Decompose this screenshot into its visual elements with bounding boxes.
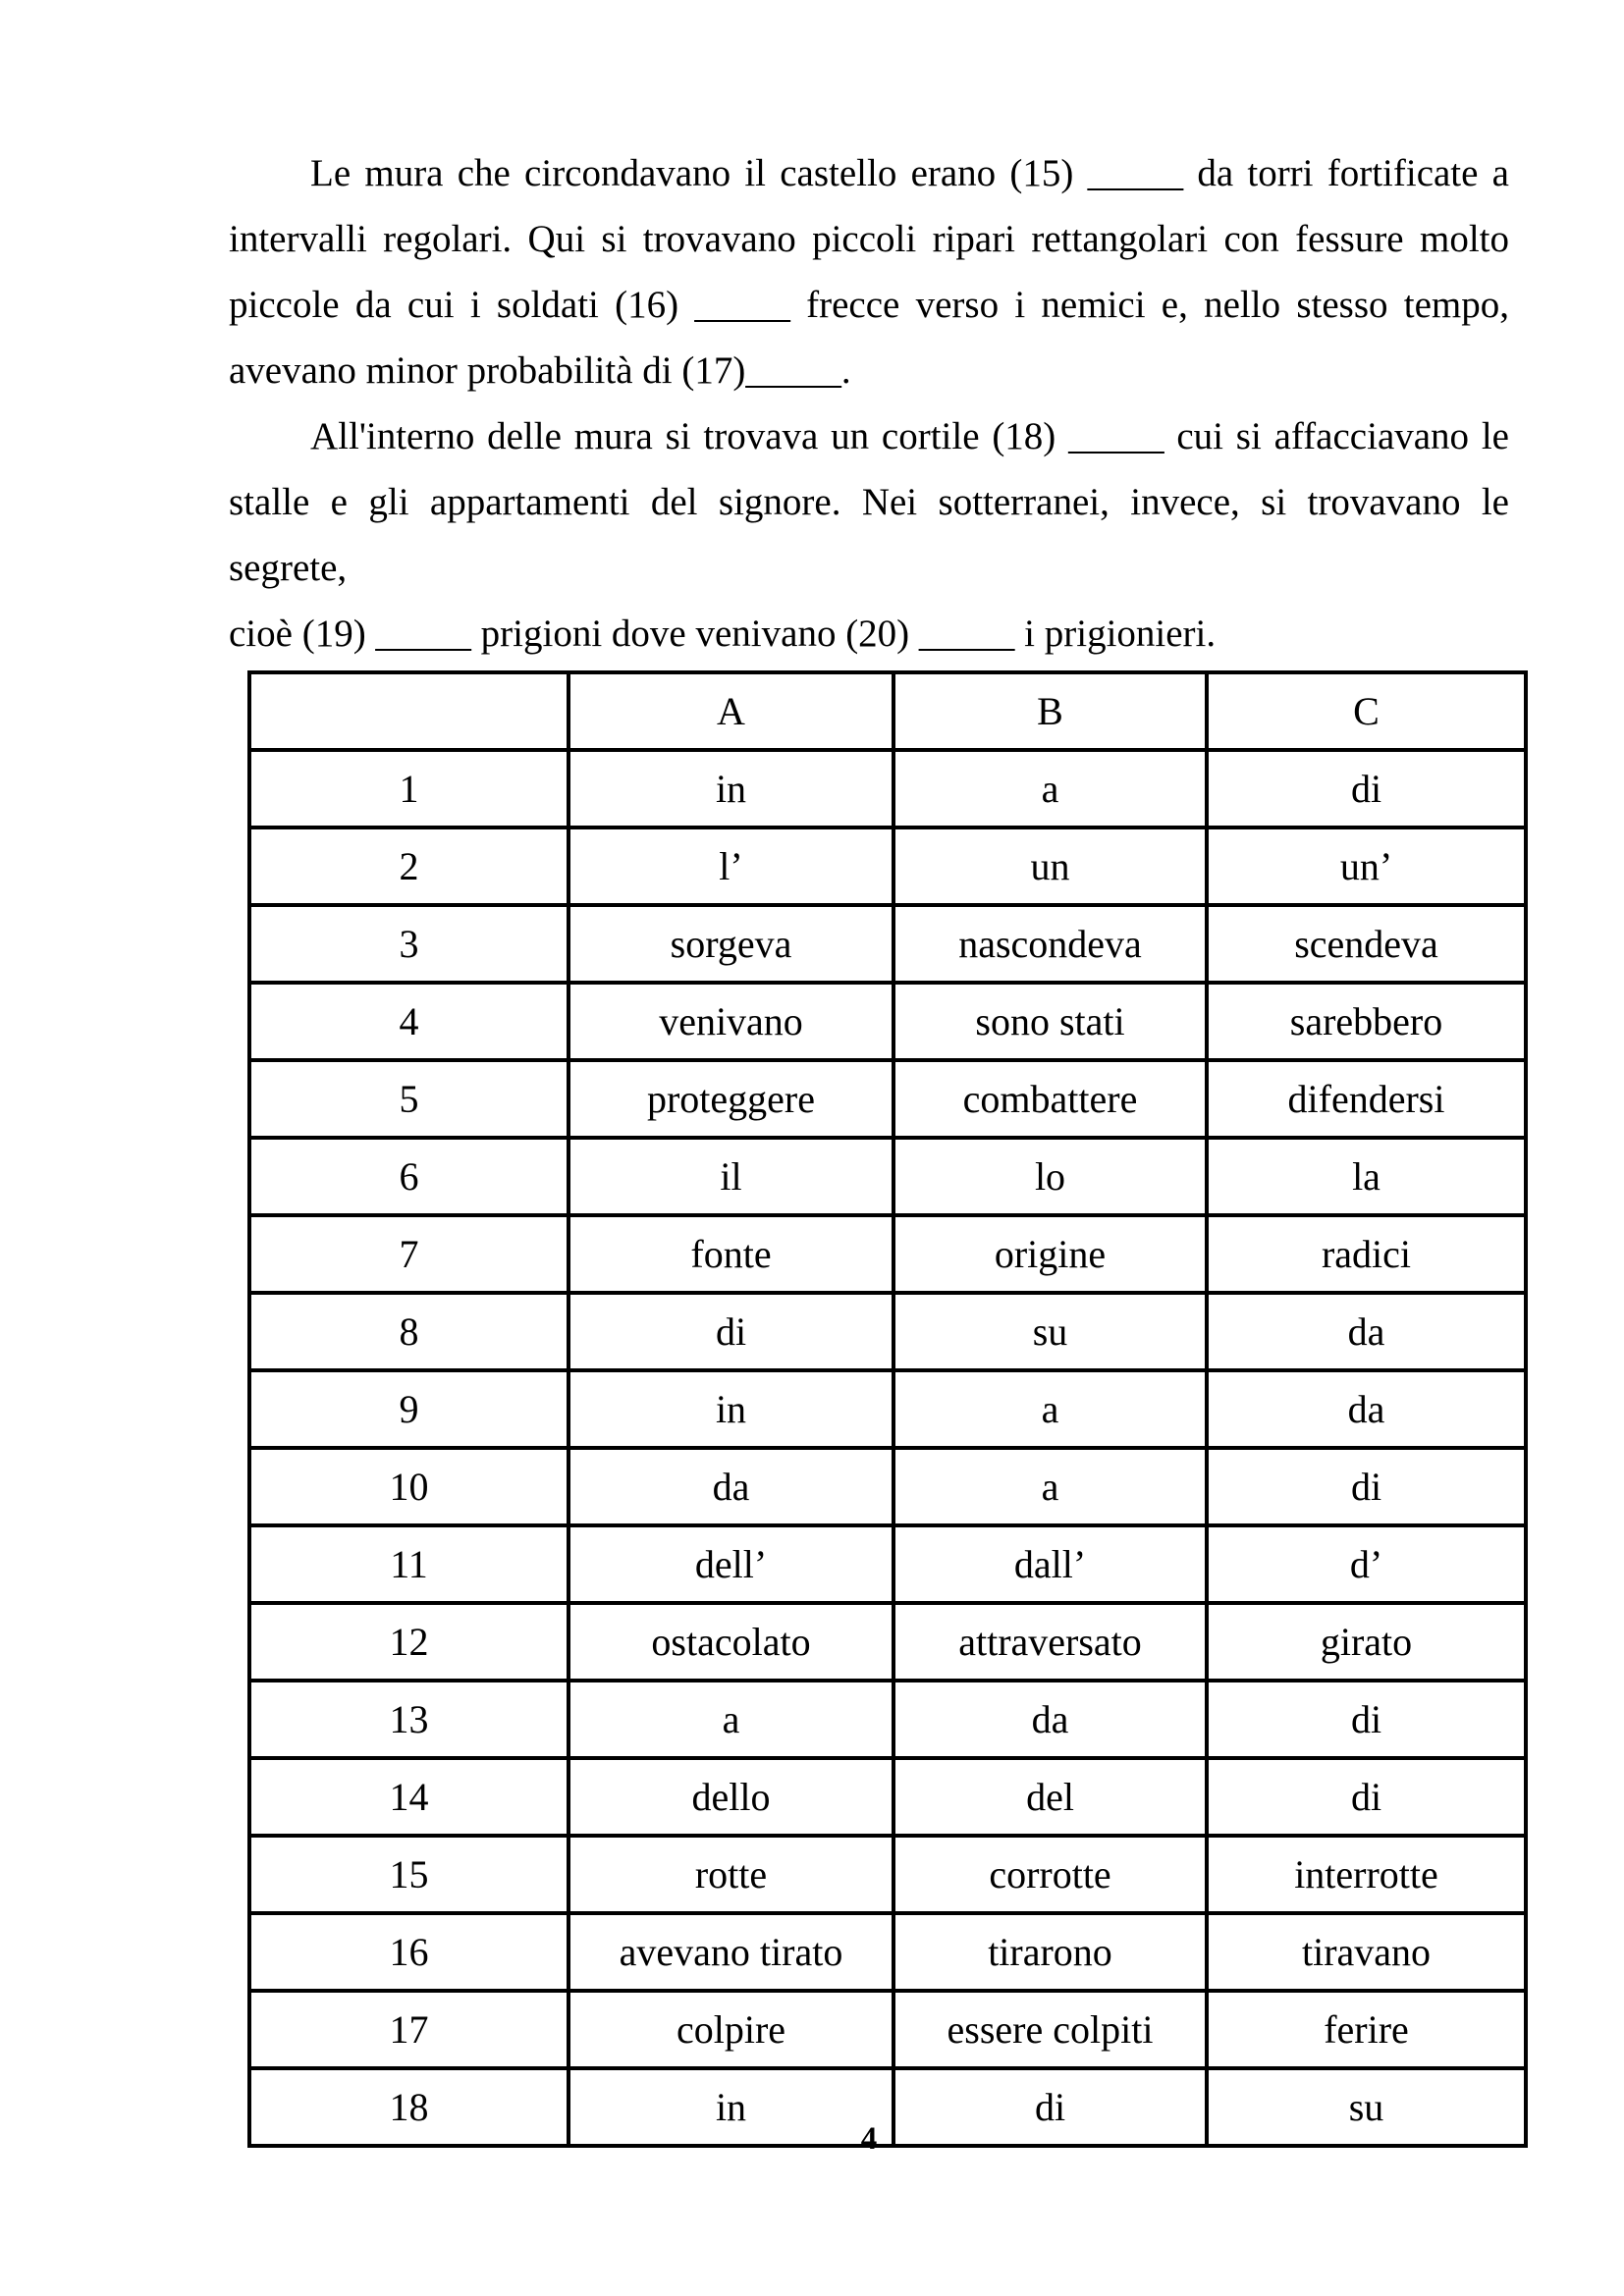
table-row — [249, 1991, 1526, 2068]
table-row — [249, 1525, 1526, 1603]
answers-table — [247, 670, 1528, 2148]
paragraph1-line1: Le mura che circondavano il castello erano (15) _____ da torri fortificate a — [310, 152, 1509, 194]
paragraph1-line4: avevano minor probabilità di (17)_____. — [229, 349, 851, 392]
row-number-cell: 6 — [249, 1138, 568, 1215]
option-a-cell: in — [568, 750, 893, 828]
table-row — [249, 1293, 1526, 1370]
option-c-cell: la — [1207, 1138, 1526, 1215]
paragraph2-line2: stalle e gli appartamenti del signore. Nei sotterranei, invece, si trovavano le segrete, — [229, 481, 1509, 589]
row-number-cell: 7 — [249, 1215, 568, 1293]
option-b-cell: tirarono — [893, 1913, 1207, 1991]
table-row — [249, 905, 1526, 983]
row-number-cell: 4 — [249, 983, 568, 1060]
option-b-cell: nascondeva — [893, 905, 1207, 983]
option-b-cell: da — [893, 1681, 1207, 1758]
option-b-cell: su — [893, 1293, 1207, 1370]
option-b-cell: corrotte — [893, 1836, 1207, 1913]
option-b-cell: un — [893, 828, 1207, 905]
option-c-cell: di — [1207, 1681, 1526, 1758]
page-number: 4 — [860, 2121, 878, 2157]
row-number-cell: 1 — [249, 750, 568, 828]
option-a-cell: l’ — [568, 828, 893, 905]
table-row — [249, 983, 1526, 1060]
table-row — [249, 1138, 1526, 1215]
row-number-cell: 2 — [249, 828, 568, 905]
option-a-cell: fonte — [568, 1215, 893, 1293]
option-b-cell: a — [893, 1448, 1207, 1525]
option-c-cell: radici — [1207, 1215, 1526, 1293]
table-row — [249, 1681, 1526, 1758]
row-number-cell: 17 — [249, 1991, 568, 2068]
option-a-cell: rotte — [568, 1836, 893, 1913]
paragraph1-line2: intervalli regolari. Qui si trovavano piccoli ripari rettangolari con fessure molto — [229, 218, 1509, 260]
option-a-cell: avevano tirato — [568, 1913, 893, 1991]
table-row — [249, 1448, 1526, 1525]
option-a-cell: sorgeva — [568, 905, 893, 983]
row-number-cell: 16 — [249, 1913, 568, 1991]
table-row — [249, 1603, 1526, 1681]
option-b-cell: combattere — [893, 1060, 1207, 1138]
option-c-cell: da — [1207, 1370, 1526, 1448]
row-number-cell: 8 — [249, 1293, 568, 1370]
option-a-cell: a — [568, 1681, 893, 1758]
option-a-cell: dell’ — [568, 1525, 893, 1603]
option-c-cell: di — [1207, 750, 1526, 828]
option-a-cell: dello — [568, 1758, 893, 1836]
option-b-cell: di — [893, 2068, 1207, 2146]
table-row — [249, 1836, 1526, 1913]
table-row — [249, 1370, 1526, 1448]
option-c-cell: difendersi — [1207, 1060, 1526, 1138]
option-c-cell: di — [1207, 1448, 1526, 1525]
option-c-cell: interrotte — [1207, 1836, 1526, 1913]
option-c-cell: ferire — [1207, 1991, 1526, 2068]
option-b-cell: del — [893, 1758, 1207, 1836]
table-row — [249, 1215, 1526, 1293]
row-number-cell: 15 — [249, 1836, 568, 1913]
option-b-cell: essere colpiti — [893, 1991, 1207, 2068]
option-c-cell: tiravano — [1207, 1913, 1526, 1991]
option-b-cell: a — [893, 1370, 1207, 1448]
option-a-cell: il — [568, 1138, 893, 1215]
option-c-cell: girato — [1207, 1603, 1526, 1681]
option-a-cell: colpire — [568, 1991, 893, 2068]
option-c-cell: di — [1207, 1758, 1526, 1836]
option-a-cell: in — [568, 2068, 893, 2146]
table-row — [249, 750, 1526, 828]
row-number-cell: 3 — [249, 905, 568, 983]
header-empty-cell — [249, 672, 568, 750]
table-row — [249, 1060, 1526, 1138]
option-c-cell: sarebbero — [1207, 983, 1526, 1060]
row-number-cell: 18 — [249, 2068, 568, 2146]
option-b-cell: origine — [893, 1215, 1207, 1293]
option-b-cell: lo — [893, 1138, 1207, 1215]
column-header-b: B — [893, 672, 1207, 750]
option-c-cell: su — [1207, 2068, 1526, 2146]
option-a-cell: di — [568, 1293, 893, 1370]
option-c-cell: scendeva — [1207, 905, 1526, 983]
row-number-cell: 12 — [249, 1603, 568, 1681]
row-number-cell: 10 — [249, 1448, 568, 1525]
option-a-cell: in — [568, 1370, 893, 1448]
paragraph1-line3: piccole da cui i soldati (16) _____ frecce verso i nemici e, nello stesso tempo, — [229, 284, 1509, 326]
option-a-cell: ostacolato — [568, 1603, 893, 1681]
option-c-cell: d’ — [1207, 1525, 1526, 1603]
option-a-cell: venivano — [568, 983, 893, 1060]
option-a-cell: da — [568, 1448, 893, 1525]
row-number-cell: 14 — [249, 1758, 568, 1836]
row-number-cell: 13 — [249, 1681, 568, 1758]
row-number-cell: 9 — [249, 1370, 568, 1448]
option-a-cell: proteggere — [568, 1060, 893, 1138]
table-row — [249, 1913, 1526, 1991]
paragraph2-line1: All'interno delle mura si trovava un cortile (18) _____ cui si affacciavano le — [310, 415, 1509, 457]
column-header-c: C — [1207, 672, 1526, 750]
option-b-cell: sono stati — [893, 983, 1207, 1060]
table-header-row — [249, 672, 1526, 750]
option-b-cell: dall’ — [893, 1525, 1207, 1603]
table-row — [249, 828, 1526, 905]
exercise-text — [229, 140, 1509, 667]
option-c-cell: da — [1207, 1293, 1526, 1370]
option-b-cell: attraversato — [893, 1603, 1207, 1681]
column-header-a: A — [568, 672, 893, 750]
option-b-cell: a — [893, 750, 1207, 828]
row-number-cell: 11 — [249, 1525, 568, 1603]
option-c-cell: un’ — [1207, 828, 1526, 905]
paragraph2-line3: cioè (19) _____ prigioni dove venivano (20) _____ i prigionieri. — [229, 613, 1217, 655]
row-number-cell: 5 — [249, 1060, 568, 1138]
table-row — [249, 1758, 1526, 1836]
